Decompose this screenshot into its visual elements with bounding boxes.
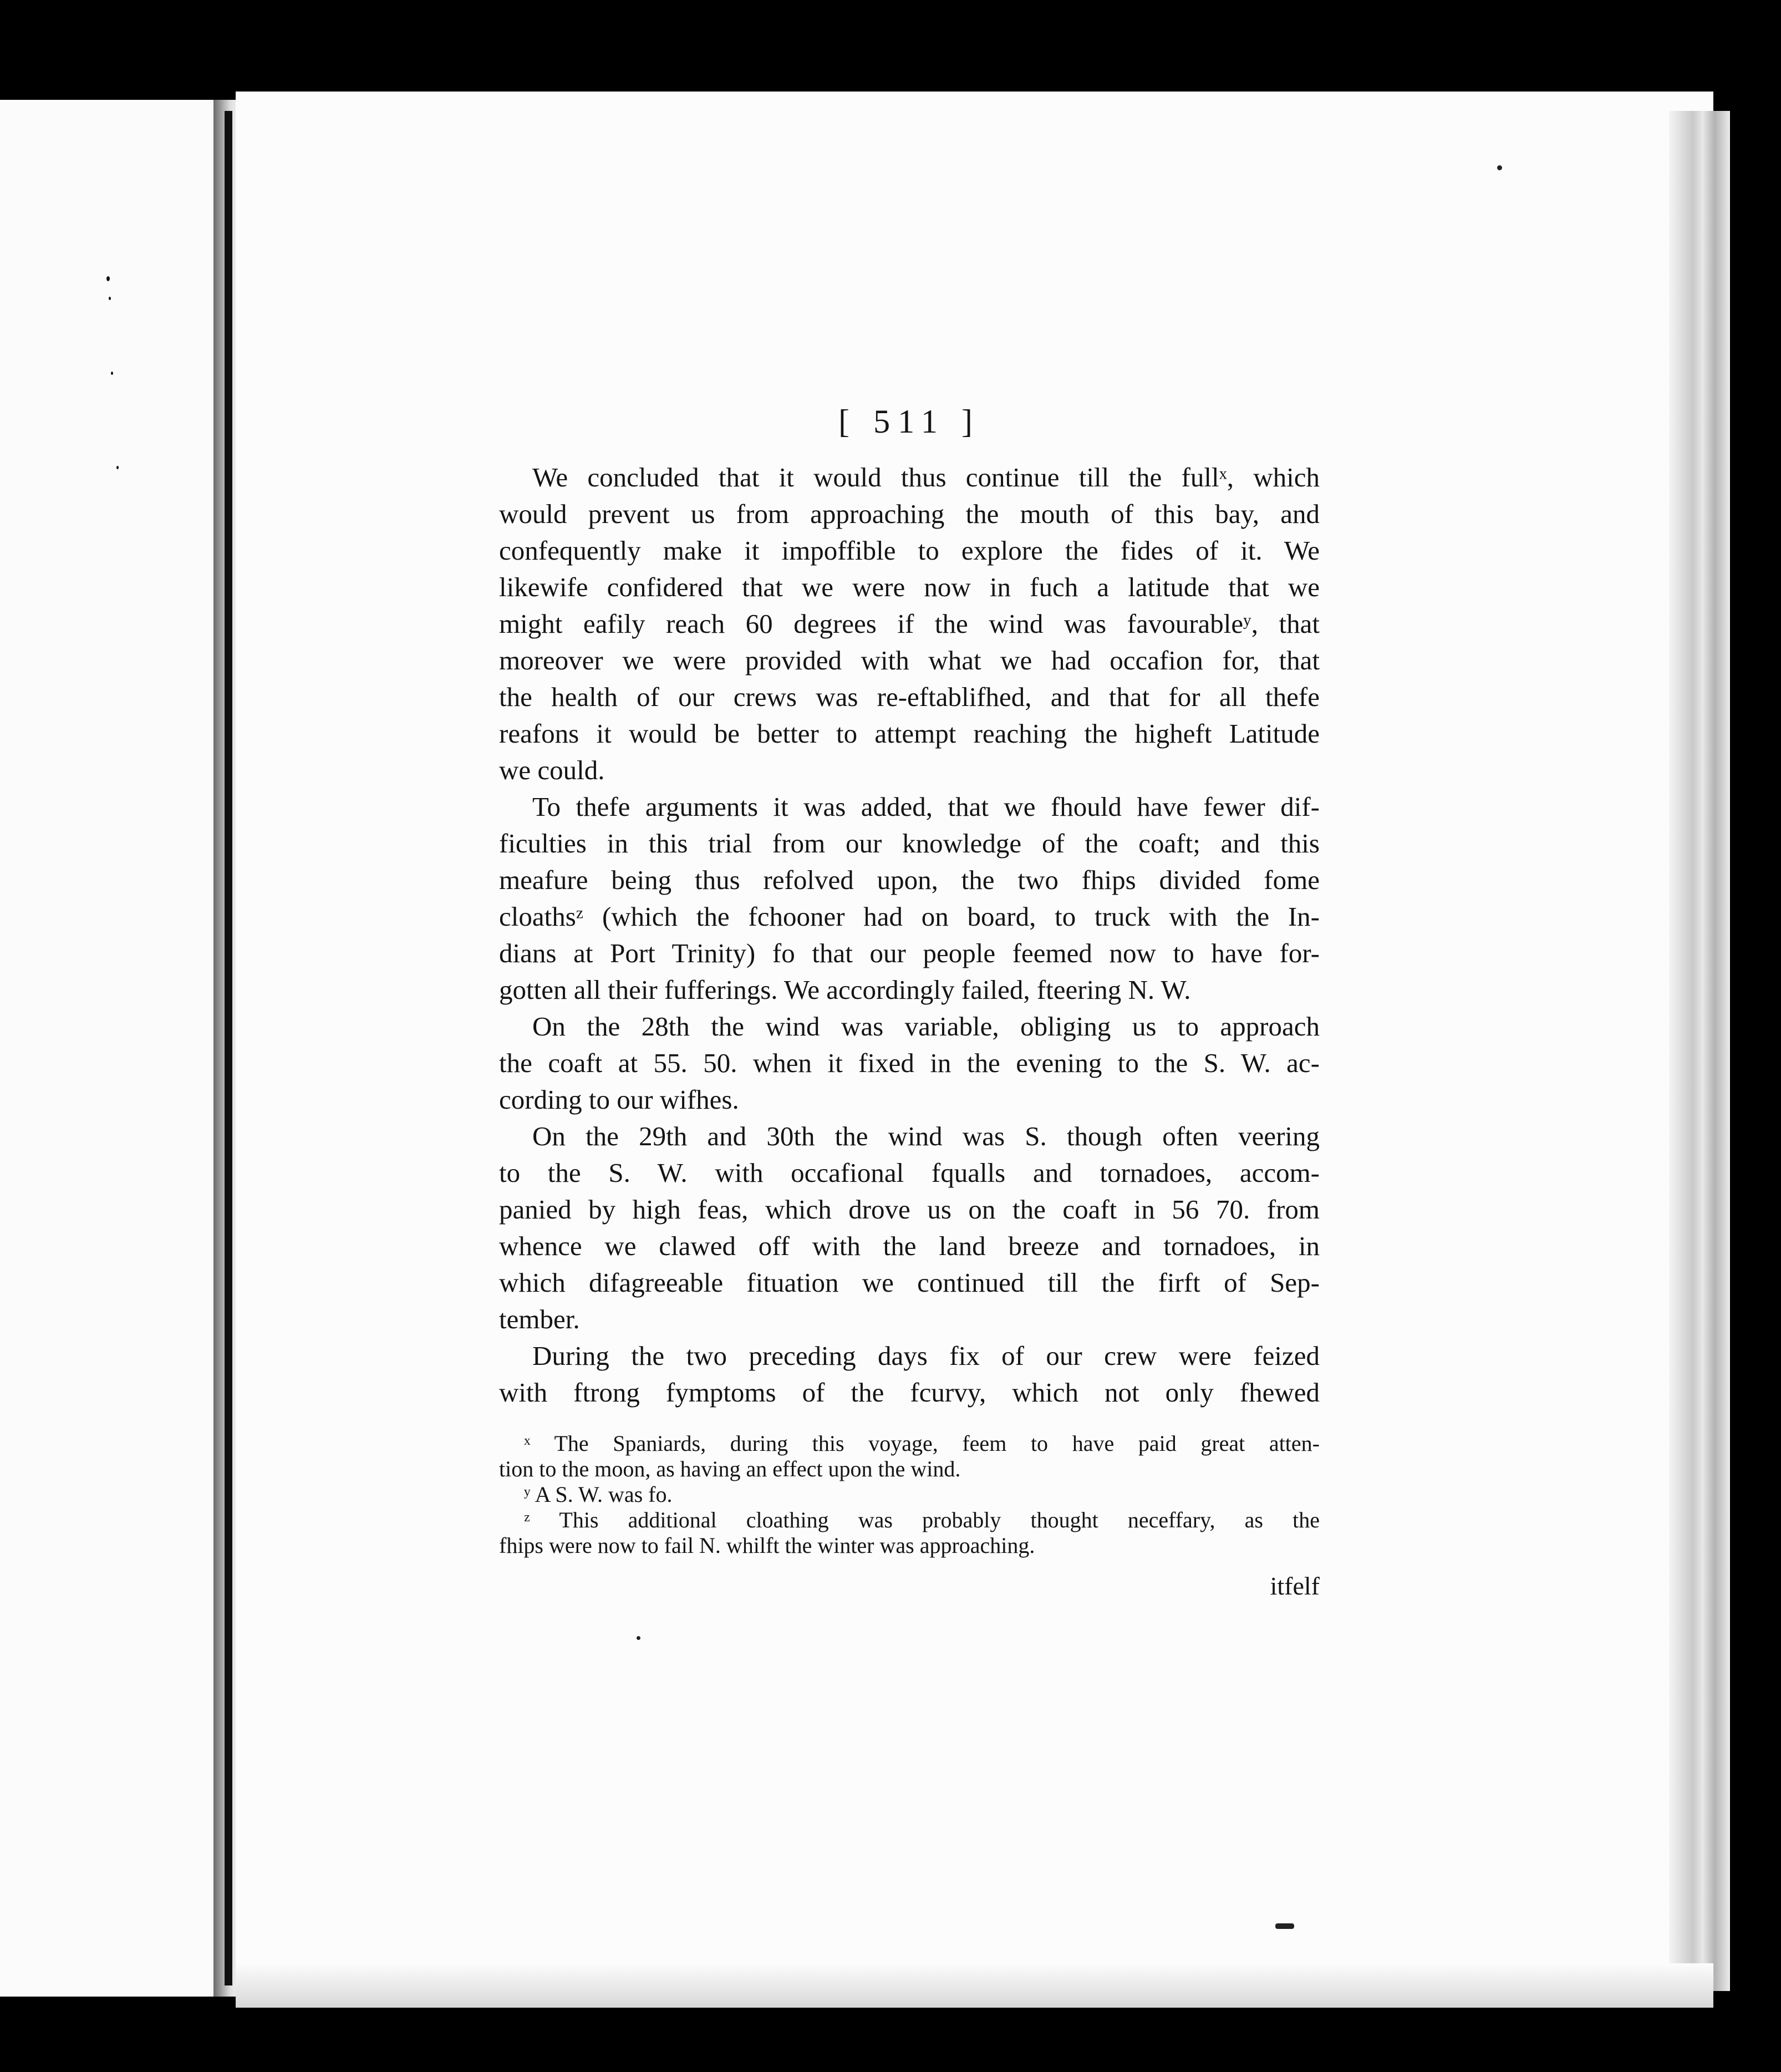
left-page-edge [0, 100, 215, 1997]
page-number: [ 511 ] [838, 403, 980, 440]
text-line: might eafily reach 60 degrees if the wind was favourableʸ, that [499, 608, 1320, 639]
text-line: tember. [499, 1304, 580, 1334]
text-line: gotten all their fufferings. We accordingly failed, fteering N. W. [499, 974, 1191, 1005]
text-line: we could. [499, 755, 605, 785]
text-line: On the 29th and 30th the wind was S. though often veering [532, 1121, 1320, 1151]
page-stack-edge [1669, 111, 1730, 1991]
footnotes [499, 1431, 1320, 1558]
ink-speck [106, 276, 110, 281]
ink-speck [116, 466, 119, 469]
text-line: panied by high feas, which drove us on the coaft in 56 70. from [499, 1194, 1320, 1225]
text-line: We concluded that it would thus continue till the fullˣ, which [532, 462, 1320, 492]
text-line: cording to our wifhes. [499, 1084, 739, 1115]
text-line: dians at Port Trinity) fo that our people feemed now to have for- [499, 938, 1320, 968]
page-bottom-shade [236, 1963, 1713, 2008]
text-line: whence we clawed off with the land breeze and tornadoes, in [499, 1231, 1320, 1261]
text-line: the health of our crews was re-eftablifhed, and that for all thefe [499, 682, 1320, 712]
ink-speck [1497, 165, 1502, 170]
footnote-line: ʸ A S. W. was fo. [524, 1482, 673, 1507]
text-line: During the two preceding days fix of our crew were feized [532, 1340, 1320, 1371]
ink-speck [109, 297, 111, 300]
text-line: reafons it would be better to attempt reaching the higheft Latitude [499, 718, 1320, 749]
footnote-line: ˣ The Spaniards, during this voyage, feem to have paid great atten- [524, 1431, 1320, 1456]
text-line: To thefe arguments it was added, that we fhould have fewer dif- [532, 791, 1320, 822]
ink-speck [637, 1636, 640, 1640]
text-line: confequently make it impoffible to explore the fides of it. We [499, 535, 1320, 566]
footnote-line: fhips were now to fail N. whilft the winter was approaching. [499, 1533, 1035, 1558]
text-line: which difagreeable fituation we continued till the firft of Sep- [499, 1267, 1320, 1298]
text-line: the coaft at 55. 50. when it fixed in the evening to the S. W. ac- [499, 1048, 1320, 1078]
catchword: itfelf [1270, 1572, 1320, 1600]
footnote-line: tion to the moon, as having an effect upon the wind. [499, 1456, 961, 1481]
text-line: moreover we were provided with what we had occafion for, that [499, 645, 1320, 676]
text-line: On the 28th the wind was variable, obliging us to approach [532, 1011, 1320, 1042]
body-text [499, 459, 1320, 1411]
ink-smudge [1275, 1923, 1294, 1929]
text-line: to the S. W. with occafional fqualls and tornadoes, accom- [499, 1157, 1320, 1188]
text-line: likewife confidered that we were now in fuch a latitude that we [499, 572, 1320, 602]
text-line: ficulties in this trial from our knowledge of the coaft; and this [499, 828, 1320, 859]
text-line: would prevent us from approaching the mouth of this bay, and [499, 499, 1320, 529]
page-text-block [499, 399, 1320, 1603]
gutter-binding-line [225, 111, 232, 1985]
text-line: meafure being thus refolved upon, the two fhips divided fome [499, 865, 1320, 895]
text-line: cloathsᶻ (which the fchooner had on board, to truck with the In- [499, 901, 1320, 932]
text-line: with ftrong fymptoms of the fcurvy, which not only fhewed [499, 1377, 1320, 1408]
ink-speck [111, 372, 113, 375]
footnote-line: ᶻ This additional cloathing was probably thought neceffary, as the [524, 1507, 1320, 1532]
